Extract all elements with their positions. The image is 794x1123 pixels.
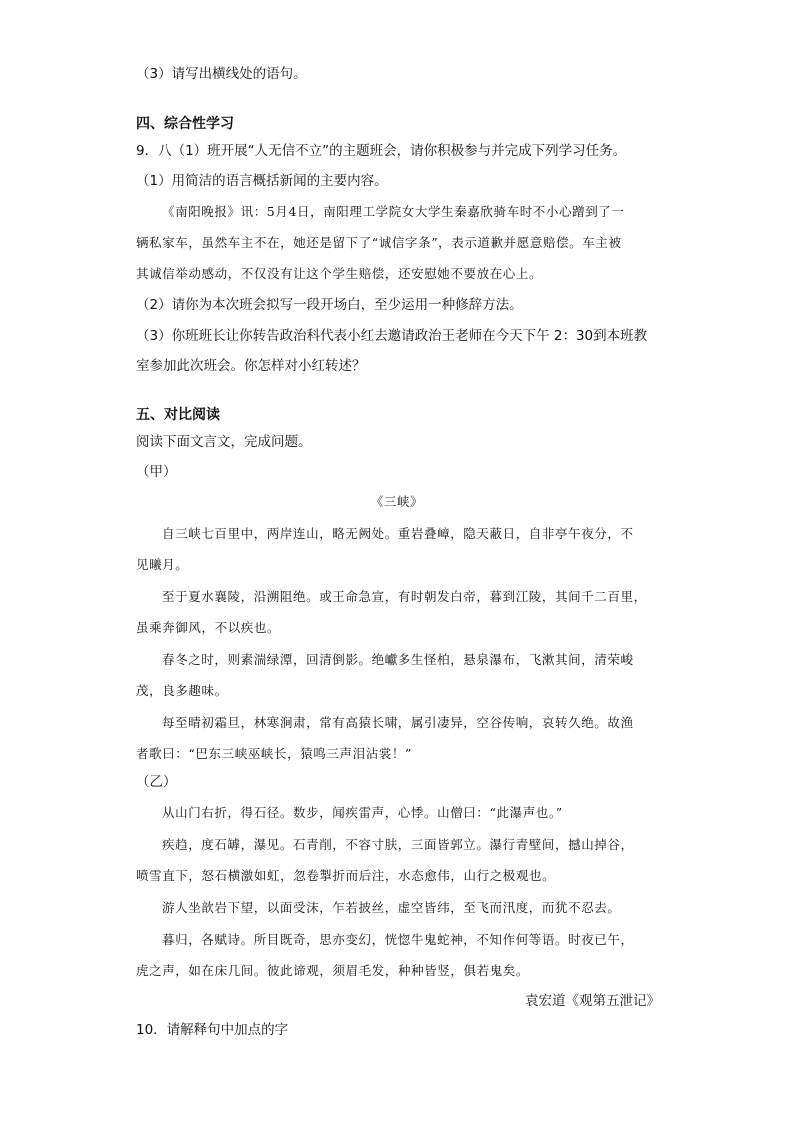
news-line-1: 《南阳晚报》讯：5月4日，南阳理工学院女大学生秦嘉欣骑车时不小心蹭到了一 <box>162 204 625 219</box>
yi-p4-line-2: 虎之声，如在床几间。彼此谛观，须眉毛发，种种皆竖，俱若鬼矣。 <box>136 963 530 978</box>
question-9-intro: 9．八（1）班开展“人无信不立”的主题班会，请你积极参与并完成下列学习任务。 <box>136 143 627 159</box>
yi-p2-line-1: 疾趋，度石罅，瀑见。石青削，不容寸肤，三面皆郭立。瀑行青壁间，撼山掉谷， <box>162 837 634 852</box>
sanxia-p4-line-1: 每至晴初霜旦，林寒涧肃，常有高猿长啸，属引凄异，空谷传响，哀转久绝。故渔 <box>162 715 634 730</box>
yi-p4-line-1: 暮归，各赋诗。所目既奇，思亦变幻，恍惚牛鬼蛇神，不知作何等语。时夜已午， <box>162 932 634 947</box>
question-9-3-line-1: （3）你班班长让你转告政治科代表小红去邀请政治王老师在今天下午 2：30到本班教 <box>136 328 648 344</box>
yi-p3: 游人坐歆岩下望，以面受沫，乍若披丝，虚空皆纬，至飞而汛度，而犹不忍去。 <box>162 900 621 915</box>
sanxia-p2-line-1: 至于夏水襄陵，沿溯阻绝。或王命急宣，有时朝发白帝，暮到江陵，其间千二百里， <box>162 589 647 604</box>
passage-title: 《三峡》 <box>370 494 424 509</box>
sanxia-p1-line-1: 自三峡七百里中，两岸连山，略无阙处。重岩叠嶂，隐天蔽日，自非亭午夜分，不 <box>162 526 634 541</box>
yi-p2-line-2: 喷雪直下，怒石横激如虹，忽卷掣折而后注，水态愈伟，山行之极观也。 <box>136 868 556 883</box>
section-4-title: 四、综合性学习 <box>136 116 234 132</box>
yi-p1: 从山门右折，得石径。数步，闻疾雷声，心悸。山僧曰：“此瀑声也。” <box>162 805 563 820</box>
sanxia-p4-line-2: 者歌曰：“巴东三峡巫峡长，猿鸣三声泪沾裳！” <box>136 746 412 761</box>
question-8-3: （3）请写出横线处的语句。 <box>136 66 307 82</box>
sanxia-p3-line-1: 春冬之时，则素湍绿潭，回清倒影。绝巘多生怪柏，悬泉瀑布，飞漱其间，清荣峻 <box>162 652 634 667</box>
reading-intro: 阅读下面文言文，完成问题。 <box>136 434 312 450</box>
question-9-3-line-2: 室参加此次班会。你怎样对小红转述？ <box>136 358 366 374</box>
question-10: 10．请解释句中加点的字 <box>136 1022 289 1038</box>
passage-jia-label: （甲） <box>136 464 177 480</box>
sanxia-p2-line-2: 虽乘奔御风，不以疾也。 <box>136 620 281 635</box>
news-line-3: 其诚信举动感动，不仅没有让这个学生赔偿，还安慰她不要放在心上。 <box>136 266 543 281</box>
passage-yi-label: （乙） <box>136 774 177 790</box>
section-5-title: 五、对比阅读 <box>136 407 220 423</box>
news-line-2: 辆私家车，虽然车主不在，她还是留下了“诚信字条”，表示道歉并愿意赔偿。车主被 <box>136 235 622 250</box>
passage-source: 袁宏道《观第五泄记》 <box>525 993 660 1009</box>
question-9-2: （2）请你为本次班会拟写一段开场白，至少运用一种修辞方法。 <box>136 297 523 313</box>
question-9-1: （1）用简洁的语言概括新闻的主要内容。 <box>136 173 388 189</box>
sanxia-p3-line-2: 茂，良多趣味。 <box>136 683 228 698</box>
sanxia-p1-line-2: 见曦月。 <box>136 557 189 572</box>
